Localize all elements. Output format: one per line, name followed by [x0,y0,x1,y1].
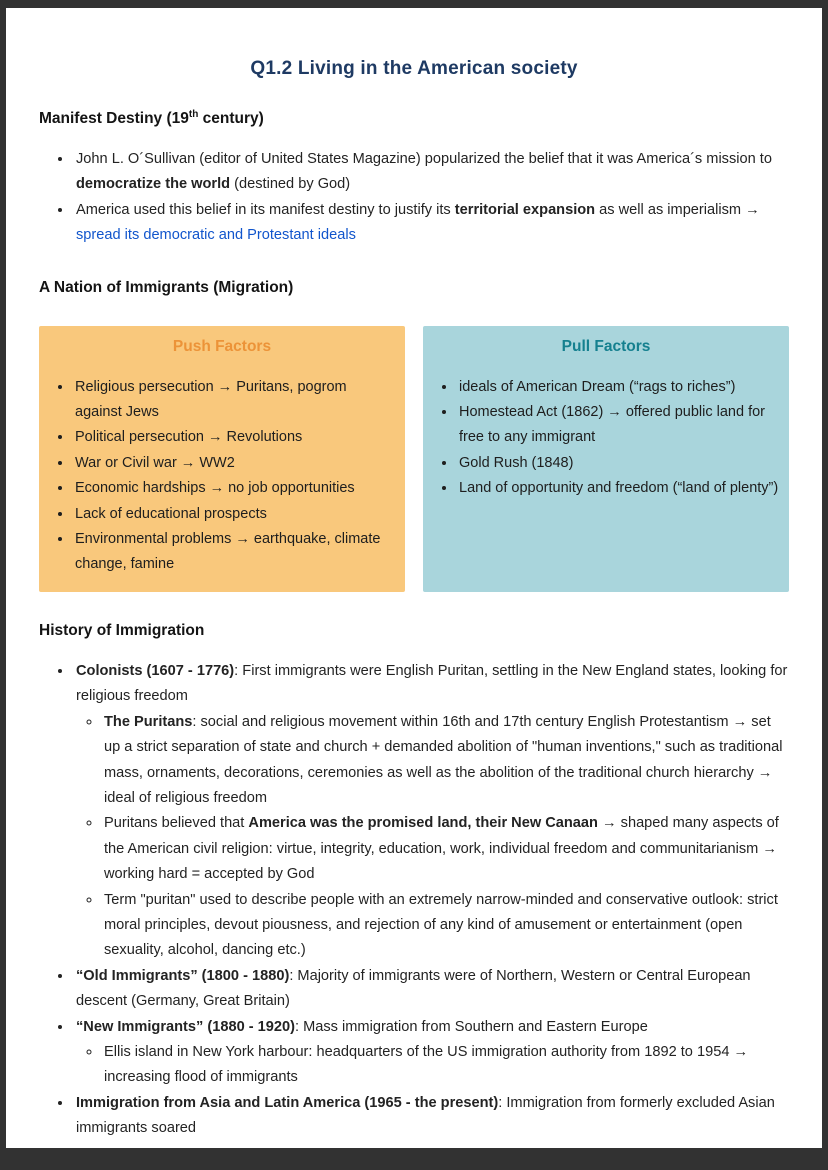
manifest-destiny-list [39,147,789,249]
bullet-text: John L. O´Sullivan (editor of United States Magazine) popularized the belief that it was America´s mission to [76,151,772,167]
list-item [102,1040,789,1091]
bullet-text: : Majority of immigrants were of Northern, Western or Central European descent (Germany, Great Britain) [76,967,751,1010]
list-item: • Political persecution → Revolutions [73,425,395,450]
list-item: • Land of opportunity and freedom (“land of plenty”) [457,476,779,501]
bullet-text: America used this belief in its manifest destiny to justify its [76,201,455,218]
pull-factors-list [433,375,779,502]
bullet-bold-text: Immigration from Asia and Latin America (1965 - the present) [76,1094,499,1111]
new-immigrants-sublist [76,1040,789,1091]
bullet-text: : social and religious movement within 16th and 17th century English Protestantism → set up a strict separation of state and church + demanded abolition of "human inventions," such as traditional mass, ornaments, decorations, ceremonies as well as the abolition of the traditional church hierarchy → ideal of religious freedom [104,713,783,806]
list-item [73,198,789,249]
list-item [102,888,789,964]
bullet-bold-text: democratize the world [76,176,231,193]
page-title: Q1.2 Living in the American society [250,58,578,79]
bullet-bold-text: America was the promised land, their New Canaan [248,815,598,832]
document-page [6,8,822,1148]
list-item: • Homestead Act (1862) → offered public land for free to any immigrant [457,400,779,451]
history-list [39,659,789,1142]
bullet-bold-text: “Old Immigrants” (1800 - 1880) [76,967,290,984]
push-factors-title: Push Factors [172,337,272,355]
pull-factors-title: Pull Factors [561,337,651,355]
bullet-text: : First immigrants were English Puritan, settling in the New England states, looking for religious freedom [76,662,788,705]
list-item [102,710,789,812]
list-item: • Gold Rush (1848) [457,451,779,476]
heading-manifest-destiny [39,110,789,128]
bullet-text: → shaped many aspects of the American civil religion: virtue, integrity, education, work, individual freedom and communitarianism → working hard = accepted by God [104,815,779,883]
link-spread-ideals[interactable]: spread its democratic and Protestant ideals [76,227,356,244]
factors-boxes [39,326,789,592]
superscript-th: th [188,108,199,120]
heading-text: century) [198,110,264,127]
list-item: • Environmental problems → earthquake, climate change, famine [73,527,395,578]
bullet-bold-text: The Puritans [104,713,193,730]
push-factors-list [49,375,395,578]
push-factors-box [39,326,405,592]
list-item: • Economic hardships → no job opportunities [73,476,395,501]
bullet-text: (destined by God) [230,176,351,193]
list-item: • Religious persecution → Puritans, pogrom against Jews [73,375,395,426]
list-item [73,147,789,198]
list-item: • ideals of American Dream (“rags to riches”) [457,375,779,400]
bullet-text: as well as imperialism → [595,201,760,218]
list-item [73,1015,789,1091]
bullet-text: : Immigration from formerly excluded Asian immigrants soared [76,1094,775,1137]
colonists-sublist [76,710,789,964]
pull-factors-box [423,326,789,592]
list-item [73,659,789,964]
bullet-text: Puritans believed that [104,815,249,832]
list-item: • War or Civil war → WW2 [73,451,395,476]
bullet-bold-text: Colonists (1607 - 1776) [76,662,235,679]
bullet-text: Term "puritan" used to describe people with an extremely narrow-minded and conservative outlook: strict moral principles, devout piousness, and rejection of any kind of amusement or entertainment (open sexuality, alcohol, dancing etc.) [104,891,778,959]
bullet-bold-text: “New Immigrants” (1880 - 1920) [76,1018,295,1035]
heading-nation-of-immigrants: A Nation of Immigrants (Migration) [39,278,294,296]
list-item [102,811,789,887]
bullet-text: : Mass immigration from Southern and Eastern Europe [295,1018,648,1035]
bullet-bold-text: territorial expansion [454,201,596,218]
list-item [73,964,789,1015]
list-item: • Lack of educational prospects [73,502,395,527]
heading-text: Manifest Destiny (19 [39,110,189,127]
heading-history-of-immigration: History of Immigration [39,621,205,639]
bullet-text: Ellis island in New York harbour: headquarters of the US immigration authority from 1892 to 1954 → increasing flood of immigrants [104,1043,749,1086]
list-item [73,1091,789,1142]
